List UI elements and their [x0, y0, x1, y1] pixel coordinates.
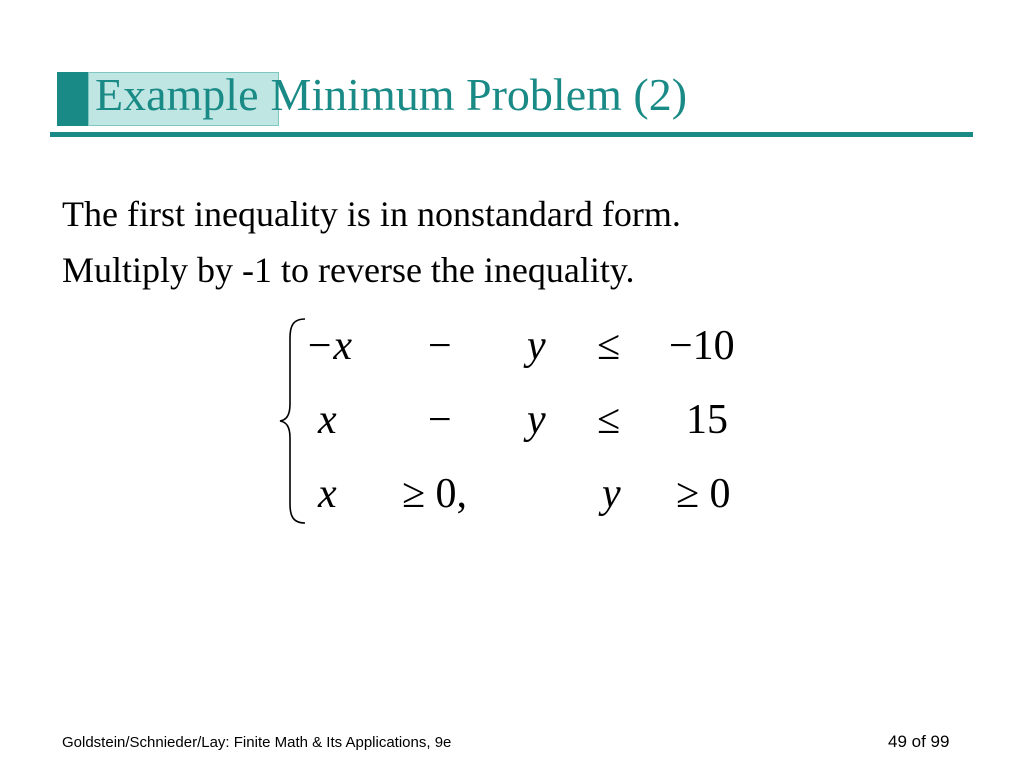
row2-constant: 15 [686, 397, 728, 443]
row2-relation: ≤ [597, 397, 621, 443]
footer-citation: Goldstein/Schnieder/Lay: Finite Math & Its Applications, 9e [62, 734, 452, 751]
row1-minus: − [428, 323, 452, 369]
body-line-2: Multiply by -1 to reverse the inequality. [62, 250, 635, 290]
row2-minus: − [428, 397, 452, 443]
row3-term-x: x [318, 471, 337, 517]
page-number: 49 of 99 [888, 732, 950, 751]
row3-term-y: y [602, 471, 621, 517]
row1-constant: −10 [669, 323, 735, 369]
row3-x-nonneg: ≥ 0, [402, 471, 468, 517]
row1-term-x: −x [305, 323, 352, 369]
title-rest-text: Minimum Problem (2) [270, 69, 688, 120]
body-line-1: The first inequality is in nonstandard form. [62, 194, 681, 234]
row2-term-y: y [527, 397, 546, 443]
row3-y-nonneg: ≥ 0 [676, 471, 731, 517]
row2-term-x: x [318, 397, 337, 443]
row1-term-y: y [527, 323, 546, 369]
title-highlight-text: Example [95, 69, 259, 120]
row1-relation: ≤ [597, 323, 621, 369]
